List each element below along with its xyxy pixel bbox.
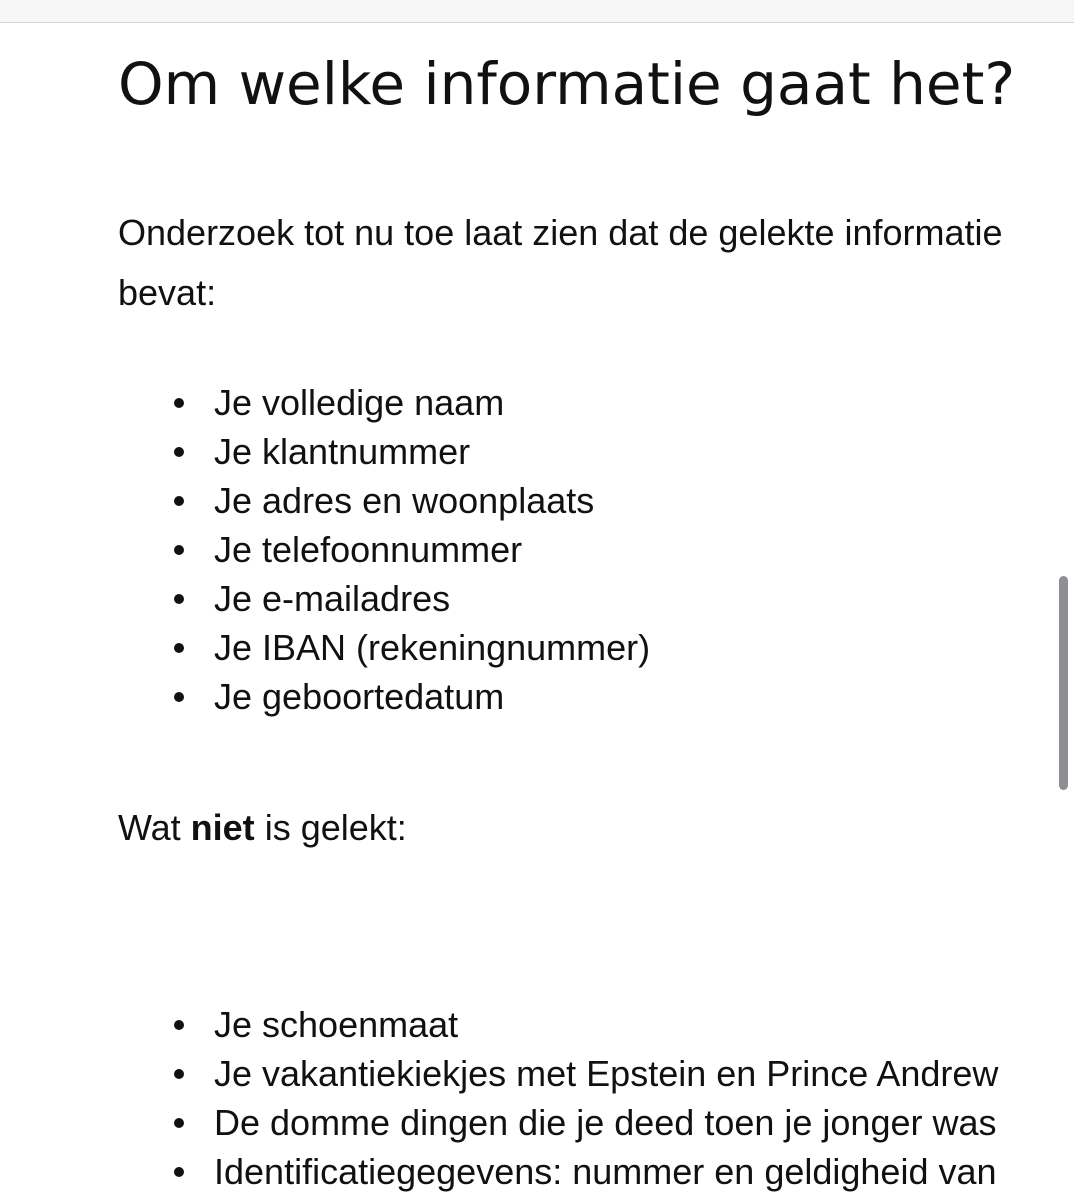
not-leaked-item-holiday-photos: Je vakantiekiekjes met Epstein en Prince Andrew bbox=[118, 1049, 998, 1098]
leaked-item-birth-date: Je geboortedatum bbox=[118, 672, 650, 721]
not-leaked-heading-suffix: is gelekt: bbox=[254, 807, 407, 848]
not-leaked-item-shoe-size: Je schoenmaat bbox=[118, 1000, 998, 1049]
vertical-scrollbar-thumb[interactable] bbox=[1059, 576, 1068, 790]
leaked-item-full-name: Je volledige naam bbox=[118, 378, 650, 427]
intro-text-line-1: Onderzoek tot nu toe laat zien dat de gelekte informatie bbox=[118, 212, 1003, 253]
not-leaked-info-list bbox=[118, 1000, 998, 1196]
leaked-item-address: Je adres en woonplaats bbox=[118, 476, 650, 525]
leaked-item-iban: Je IBAN (rekeningnummer) bbox=[118, 623, 650, 672]
not-leaked-item-youthful-mistakes: De domme dingen die je deed toen je jonger was bbox=[118, 1098, 998, 1147]
not-leaked-item-identification: Identificatiegegevens: nummer en geldigheid van bbox=[118, 1147, 998, 1196]
not-leaked-heading bbox=[118, 806, 407, 850]
not-leaked-heading-emphasis: niet bbox=[190, 807, 255, 848]
leaked-info-list bbox=[118, 378, 650, 721]
article-content bbox=[118, 0, 1074, 1200]
not-leaked-heading-prefix: Wat bbox=[118, 807, 191, 848]
intro-text-line-2: bevat: bbox=[118, 272, 217, 313]
page-title: Om welke informatie gaat het? bbox=[118, 50, 1016, 118]
leaked-item-email: Je e-mailadres bbox=[118, 574, 650, 623]
leaked-item-customer-number: Je klantnummer bbox=[118, 427, 650, 476]
leaked-item-phone-number: Je telefoonnummer bbox=[118, 525, 650, 574]
